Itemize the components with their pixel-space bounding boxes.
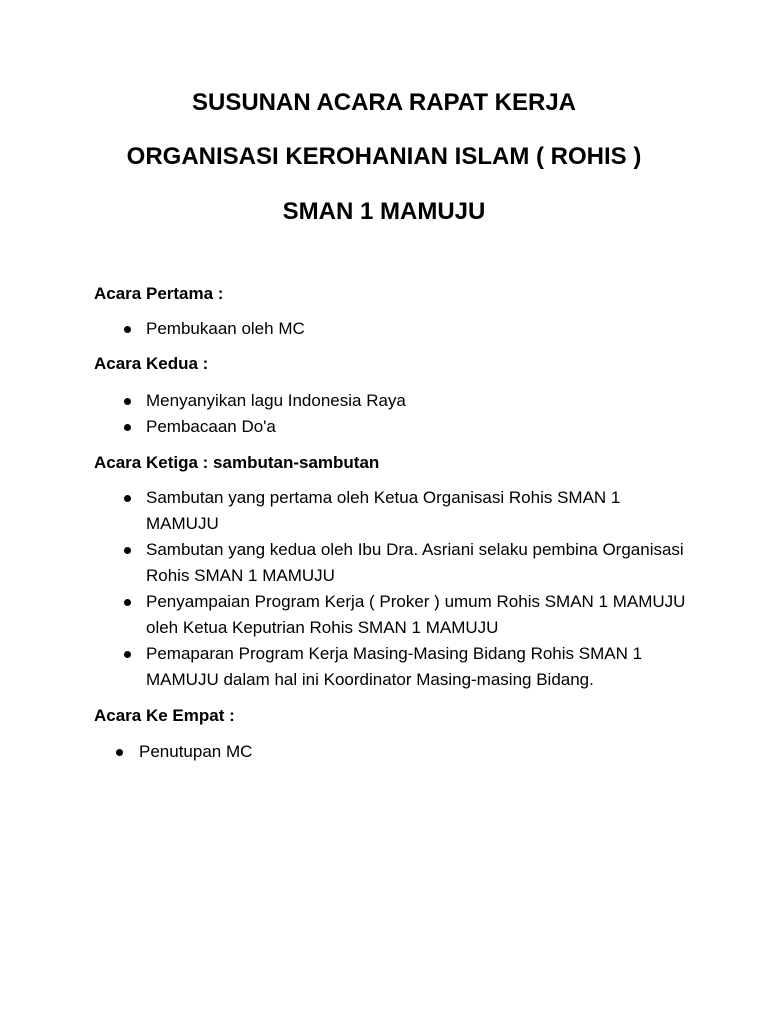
bullet-icon — [124, 599, 131, 606]
list-item — [94, 414, 694, 440]
bullet-icon — [124, 651, 131, 658]
list-item — [94, 485, 694, 537]
list-item — [94, 316, 694, 342]
list-item-text: Penyampaian Program Kerja ( Proker ) umum Rohis SMAN 1 MAMUJU oleh Ketua Keputrian Rohis SMAN 1 MAMUJU — [146, 592, 686, 637]
bullet-icon — [124, 547, 131, 554]
section-heading-pertama: Acara Pertama : — [94, 284, 224, 303]
bullet-icon — [124, 398, 131, 405]
title-line-2: ORGANISASI KEROHANIAN ISLAM ( ROHIS ) — [126, 143, 642, 170]
bullet-icon — [116, 749, 123, 756]
list-item-text: Pembukaan oleh MC — [146, 319, 305, 338]
list-ke-empat — [94, 739, 694, 765]
list-item — [94, 537, 694, 589]
list-item-text: Pemaparan Program Kerja Masing-Masing Bidang Rohis SMAN 1 MAMUJU dalam hal ini Koordinator Masing-masing Bidang. — [146, 644, 643, 689]
bullet-icon — [124, 326, 131, 333]
bullet-icon — [124, 495, 131, 502]
section-heading-ketiga: Acara Ketiga : sambutan-sambutan — [94, 453, 380, 472]
list-item-text: Penutupan MC — [139, 742, 253, 761]
bullet-icon — [124, 424, 131, 431]
list-item-text: Pembacaan Do'a — [146, 417, 276, 436]
section-heading-kedua: Acara Kedua : — [94, 354, 209, 373]
title-line-1: SUSUNAN ACARA RAPAT KERJA — [191, 89, 576, 116]
list-item — [94, 388, 694, 414]
list-item-text: Menyanyikan lagu Indonesia Raya — [146, 391, 406, 410]
list-pertama — [94, 316, 694, 342]
section-heading-ke-empat: Acara Ke Empat : — [94, 706, 235, 725]
list-item-text: Sambutan yang pertama oleh Ketua Organisasi Rohis SMAN 1 MAMUJU — [146, 488, 621, 533]
list-ketiga — [94, 485, 694, 693]
list-kedua — [94, 388, 694, 440]
list-item-text: Sambutan yang kedua oleh Ibu Dra. Asriani selaku pembina Organisasi Rohis SMAN 1 MAMUJU — [146, 540, 684, 585]
list-item — [94, 739, 694, 765]
list-item — [94, 641, 694, 693]
list-item — [94, 589, 694, 641]
document-title — [0, 88, 768, 227]
title-line-3: SMAN 1 MAMUJU — [282, 198, 486, 225]
